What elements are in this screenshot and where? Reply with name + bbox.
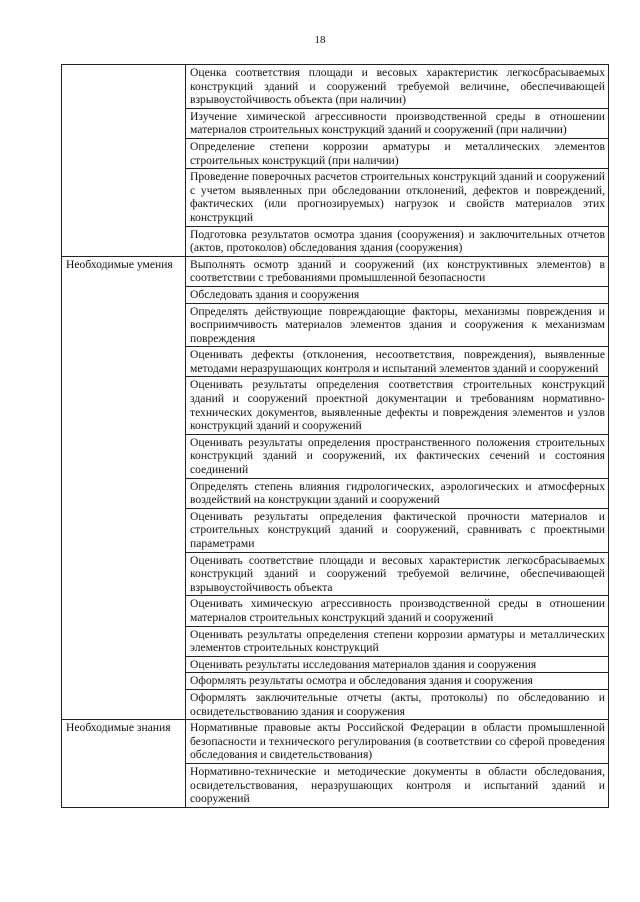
requirement-item: Оценивать дефекты (отклонения, несоответствия, повреждения), выявленные методами неразрушающих контроля и испытаний элементов зданий и сооружений [186, 347, 609, 377]
requirement-item: Оформлять результаты осмотра и обследования здания и сооружения [186, 673, 609, 690]
requirement-item: Оценивать результаты определения пространственного положения строительных конструкций зданий и сооружений, их фактических сечений и состояния соединений [186, 434, 609, 478]
requirement-item: Оформлять заключительные отчеты (акты, протоколы) по обследованию и освидетельствованию здания и сооружения [186, 689, 609, 719]
requirement-item: Обследовать здания и сооружения [186, 286, 609, 303]
requirement-item: Подготовка результатов осмотра здания (сооружения) и заключительных отчетов (актов, протоколов) обследования здания (сооружения) [186, 226, 609, 256]
requirement-item: Проведение поверочных расчетов строительных конструкций зданий и сооружений с учетом выявленных при обследовании отклонений, дефектов и повреждений, фактических (или прогнозируемых) нагрузок и свойств материалов этих конструкций [186, 169, 609, 226]
table-row [62, 256, 609, 286]
page-number: 18 [314, 34, 326, 46]
requirement-item: Определение степени коррозии арматуры и металлических элементов строительных конструкций (при наличии) [186, 138, 609, 168]
requirement-item: Нормативно-технические и методические документы в области обследования, освидетельствования, неразрушающих контроля и испытаний зданий и сооружений [186, 763, 609, 807]
table-row [62, 720, 609, 764]
section-label [62, 65, 186, 257]
table-row [62, 65, 609, 109]
requirement-item: Нормативные правовые акты Российской Федерации в области промышленной безопасности и технического регулирования (в соответствии со сферой проведения обследования и свидетельствования) [186, 720, 609, 764]
requirement-item: Оценивать результаты определения степени коррозии арматуры и металлических элементов строительных конструкций [186, 626, 609, 656]
requirement-item: Выполнять осмотр зданий и сооружений (их конструктивных элементов) в соответствии с требованиями промышленной безопасности [186, 256, 609, 286]
section-label: Необходимые знания [62, 720, 186, 808]
requirement-item: Оценивать результаты определения фактической прочности материалов и строительных конструкций зданий и сооружений, сравнивать с проектными параметрами [186, 508, 609, 552]
requirement-item: Оценка соответствия площади и весовых характеристик легкосбрасываемых конструкций зданий и сооружений требуемой величине, обеспечивающей взрывоустойчивость объекта (при наличии) [186, 65, 609, 109]
requirement-item: Оценивать результаты исследования материалов здания и сооружения [186, 656, 609, 673]
requirement-item: Оценивать результаты определения соответствия строительных конструкций зданий и сооружений проектной документации и требованиям нормативно-технических документов, выявленные дефекты и повреждения элементов и узлов конструкций зданий и сооружений [186, 377, 609, 434]
requirement-item: Оценивать химическую агрессивность производственной среды в отношении материалов строительных конструкций зданий и сооружений [186, 596, 609, 626]
competency-table [61, 64, 609, 808]
requirement-item: Определять степень влияния гидрологических, аэрологических и атмосферных воздействий на конструкции зданий и сооружений [186, 478, 609, 508]
section-label: Необходимые умения [62, 256, 186, 719]
requirement-item: Изучение химической агрессивности производственной среды в отношении материалов строительных конструкций зданий и сооружений (при наличии) [186, 108, 609, 138]
table-body [62, 65, 609, 808]
requirement-item: Определять действующие повреждающие факторы, механизмы повреждения и восприимчивость материалов элементов здания и сооружения к механизмам повреждения [186, 303, 609, 347]
requirement-item: Оценивать соответствие площади и весовых характеристик легкосбрасываемых конструкций зданий и сооружений требуемой величине, обеспечивающей взрывоустойчивость объекта [186, 552, 609, 596]
